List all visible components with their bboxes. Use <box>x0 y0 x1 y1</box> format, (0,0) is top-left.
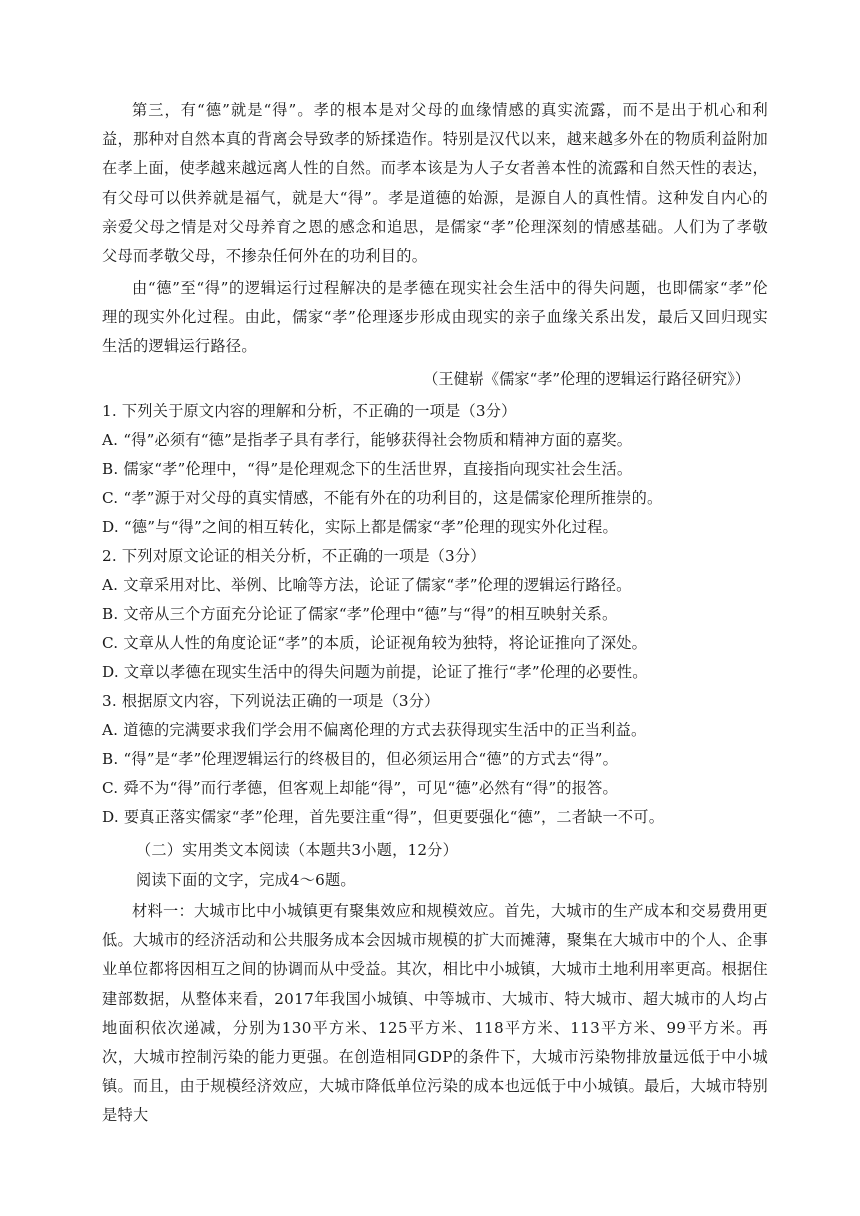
question-3-stem: 3. 根据原文内容，下列说法正确的一项是（3分） <box>102 692 440 710</box>
question-3-option-a: A. 道德的完满要求我们学会用不偏离伦理的方式去获得现实生活中的正当利益。 <box>102 721 647 739</box>
paragraph-conclusion: 由“德”至“得”的逻辑运行过程解决的是孝德在现实社会生活中的得失问题，也即儒家“孝”伦理的现实外化过程。由此，儒家“孝”伦理逐步形成由现实的亲子血缘关系出发，最后又回归现实生活的逻辑运行路径。 <box>102 279 768 356</box>
question-1-option-c: C. “孝”源于对父母的真实情感，不能有外在的功利目的，这是儒家伦理所推崇的。 <box>102 489 663 507</box>
question-2-option-d: D. 文章以孝德在现实生活中的得失问题为前提，论证了推行“孝”伦理的必要性。 <box>102 663 648 681</box>
question-1-option-a: A. “得”必须有“德”是指孝子具有孝行，能够获得社会物质和精神方面的嘉奖。 <box>102 431 633 449</box>
source-citation: （王健崭《儒家“孝”伦理的逻辑运行路径研究》） <box>423 370 750 388</box>
question-3-option-b: B. “得”是“孝”伦理逻辑运行的终极目的，但必须运用合“德”的方式去“得”。 <box>102 750 618 768</box>
question-1-option-b: B. 儒家“孝”伦理中，“得”是伦理观念下的生活世界，直接指向现实社会生活。 <box>102 460 633 478</box>
reading-instruction: 阅读下面的文字，完成4～6题。 <box>136 871 356 889</box>
question-2-option-a: A. 文章采用对比、举例、比喻等方法，论证了儒家“孝”伦理的逻辑运行路径。 <box>102 576 632 594</box>
question-2-stem: 2. 下列对原文论证的相关分析，不正确的一项是（3分） <box>102 547 486 565</box>
material-one-paragraph: 材料一：大城市比中小城镇更有聚集效应和规模效应。首先，大城市的生产成本和交易费用更低。大城市的经济活动和公共服务成本会因城市规模的扩大而摊薄，聚集在大城市中的个人、企事业单位都将因相互之间的协调而从中受益。其次，相比中小城镇，大城市土地利用率更高。根据住建部数据，从整体来看，2017年我国小城镇、中等城市、大城市、特大城市、超大城市的人均占地面积依次递减，分别为130平方米、125平方米、118平方米、113平方米、99平方米。再次，大城市控制污染的能力更强。在创造相同GDP的条件下，大城市污染物排放量远低于中小城镇。而且，由于规模经济效应，大城市降低单位污染的成本也远低于中小城镇。最后，大城市特别是特大 <box>102 902 768 1125</box>
question-3-option-c: C. 舜不为“得”而行孝德，但客观上却能“得”，可见“德”必然有“得”的报答。 <box>102 779 618 797</box>
question-3-option-d: D. 要真正落实儒家“孝”伦理，首先要注重“得”，但更要强化“德”，二者缺一不可。 <box>102 808 665 826</box>
question-2-option-b: B. 文帝从三个方面充分论证了儒家“孝”伦理中“德”与“得”的相互映射关系。 <box>102 605 618 623</box>
paragraph-third-point: 第三，有“德”就是“得”。孝的根本是对父母的血缘情感的真实流露，而不是出于机心和利益，那种对自然本真的背离会导致孝的矫揉造作。特别是汉代以来，越来越多外在的物质利益附加在孝上面，使孝越来越远离人性的自然。而孝本该是为人子女者善本性的流露和自然天性的表达，有父母可以供养就是福气，就是大“得”。孝是道德的始源，是源自人的真性情。这种发自内心的亲爱父母之情是对父母养育之恩的感念和追思，是儒家“孝”伦理深刻的情感基础。人们为了孝敬父母而孝敬父母，不掺杂任何外在的功利目的。 <box>102 101 768 266</box>
question-1-option-d: D. “德”与“得”之间的相互转化，实际上都是儒家“孝”伦理的现实外化过程。 <box>102 518 618 536</box>
question-1-stem: 1. 下列关于原文内容的理解和分析，不正确的一项是（3分） <box>102 402 517 420</box>
section-heading: （二）实用类文本阅读（本题共3小题，12分） <box>136 841 458 859</box>
question-2-option-c: C. 文章从人性的角度论证“孝”的本质，论证视角较为独特，将论证推向了深处。 <box>102 634 648 652</box>
